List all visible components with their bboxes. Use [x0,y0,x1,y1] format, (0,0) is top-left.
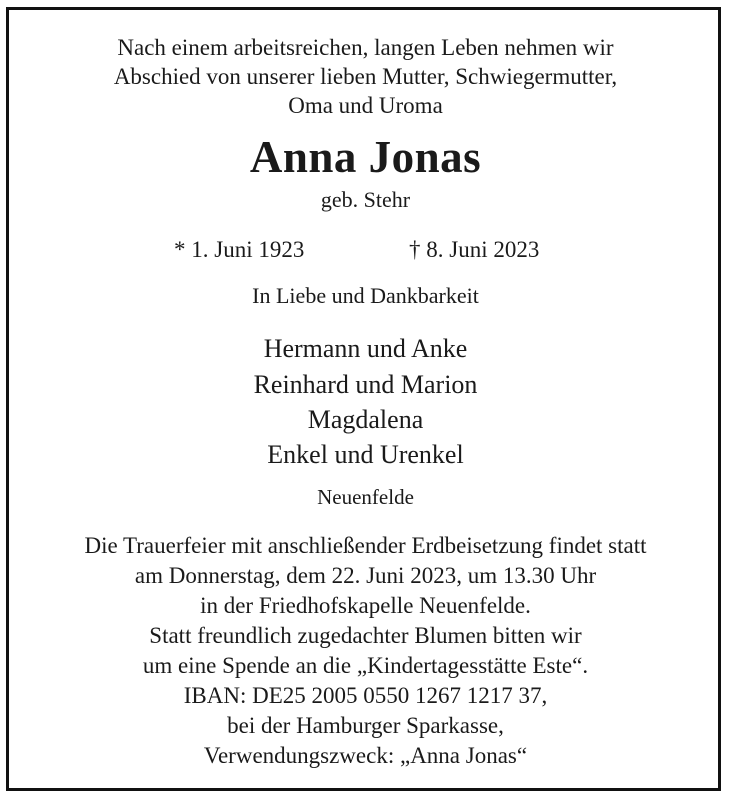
service-line-1: Die Trauerfeier mit anschließender Erdbeisetzung findet statt [84,533,647,558]
intro-line-2: Abschied von unserer lieben Mutter, Schwiegermutter, [113,64,618,89]
dedication: In Liebe und Dankbarkeit [252,283,479,308]
death-date: † 8. Juni 2023 [409,237,540,262]
service-line-2: am Donnerstag, dem 22. Juni 2023, um 13.30 Uhr [134,563,597,588]
service-line-3: in der Friedhofskapelle Neuenfelde. [200,593,531,618]
service-line-5: um eine Spende an die „Kindertagesstätte Este“. [142,653,589,678]
service-line-7: bei der Hamburger Sparkasse, [227,713,504,738]
family-line-2: Reinhard und Marion [253,370,478,399]
family-line-4: Enkel und Urenkel [267,440,464,469]
service-line-4: Statt freundlich zugedachter Blumen bitten wir [149,623,582,648]
family-line-3: Magdalena [307,405,424,434]
place: Neuenfelde [317,485,414,509]
service-line-6: IBAN: DE25 2005 0550 1267 1217 37, [183,683,548,708]
intro-line-3: Oma und Uroma [288,93,443,118]
service-line-8: Verwendungszweck: „Anna Jonas“ [203,743,528,768]
intro-line-1: Nach einem arbeitsreichen, langen Leben nehmen wir [117,35,614,60]
deceased-name: Anna Jonas [249,132,482,182]
birth-name: geb. Stehr [320,187,411,212]
birth-date: * 1. Juni 1923 [174,237,305,262]
family-line-1: Hermann und Anke [263,334,468,363]
